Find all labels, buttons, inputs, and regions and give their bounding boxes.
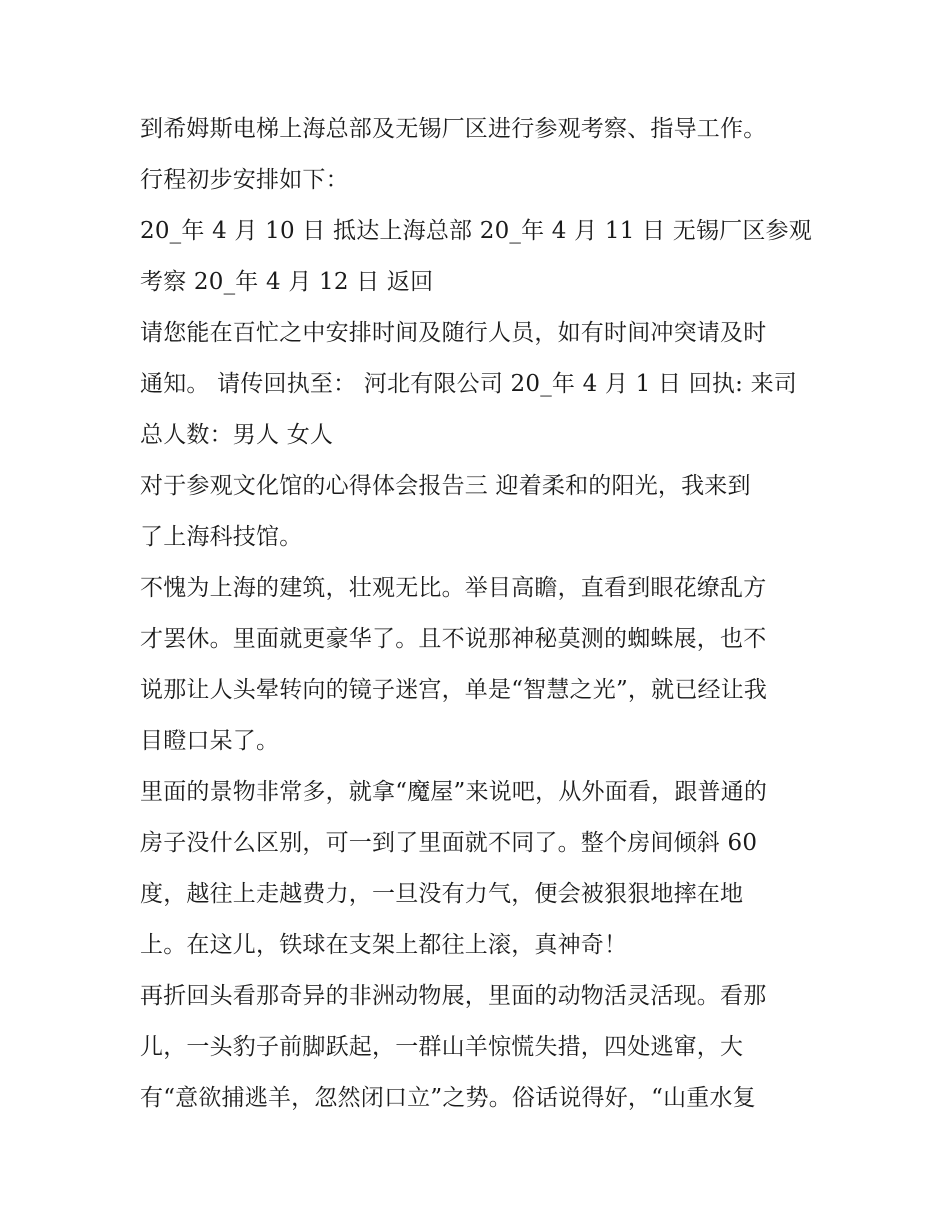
text-line: 不愧为上海的建筑，壮观无比。举目高瞻，直看到眼花缭乱方 bbox=[140, 575, 767, 601]
text-line: 有“意欲捕逃羊，忽然闭口立”之势。俗话说得好，“山重水复 bbox=[140, 1085, 756, 1111]
text-line: 考察 20_年 4 月 12 日 返回 bbox=[140, 269, 434, 295]
document-body bbox=[140, 104, 820, 1124]
text-line: 再折回头看那奇异的非洲动物展，里面的动物活灵活现。看那 bbox=[140, 983, 767, 1009]
text-line: 请您能在百忙之中安排时间及随行人员，如有时间冲突请及时 bbox=[140, 320, 767, 346]
text-line: 里面的景物非常多，就拿“魔屋”来说吧，从外面看，跟普通的 bbox=[140, 779, 768, 805]
text-line: 20_年 4 月 10 日 抵达上海总部 20_年 4 月 11 日 无锡厂区参观 bbox=[140, 218, 812, 244]
text-line: 到希姆斯电梯上海总部及无锡厂区进行参观考察、指导工作。 bbox=[140, 116, 767, 142]
text-line: 上。在这儿，铁球在支架上都往上滚，真神奇！ bbox=[140, 932, 628, 958]
text-line: 度，越往上走越费力，一旦没有力气，便会被狠狠地摔在地 bbox=[140, 881, 744, 907]
text-line: 目瞪口呆了。 bbox=[140, 728, 280, 754]
text-line: 通知。 请传回执至： 河北有限公司 20_年 4 月 1 日 回执: 来司 bbox=[140, 371, 797, 397]
text-line: 了上海科技馆。 bbox=[140, 524, 303, 550]
text-line: 对于参观文化馆的心得体会报告三 迎着柔和的阳光，我来到 bbox=[140, 473, 751, 499]
text-line: 儿，一头豹子前脚跃起，一群山羊惊慌失措，四处逃窜，大 bbox=[140, 1034, 744, 1060]
text-line: 房子没什么区别，可一到了里面就不同了。整个房间倾斜 60 bbox=[140, 830, 758, 856]
text-line: 才罢休。里面就更豪华了。且不说那神秘莫测的蜘蛛展，也不 bbox=[140, 626, 767, 652]
text-line: 行程初步安排如下： bbox=[140, 167, 349, 193]
text-line: 总人数：男人 女人 bbox=[140, 422, 334, 448]
text-line: 说那让人头晕转向的镜子迷宫，单是“智慧之光”，就已经让我 bbox=[140, 677, 768, 703]
